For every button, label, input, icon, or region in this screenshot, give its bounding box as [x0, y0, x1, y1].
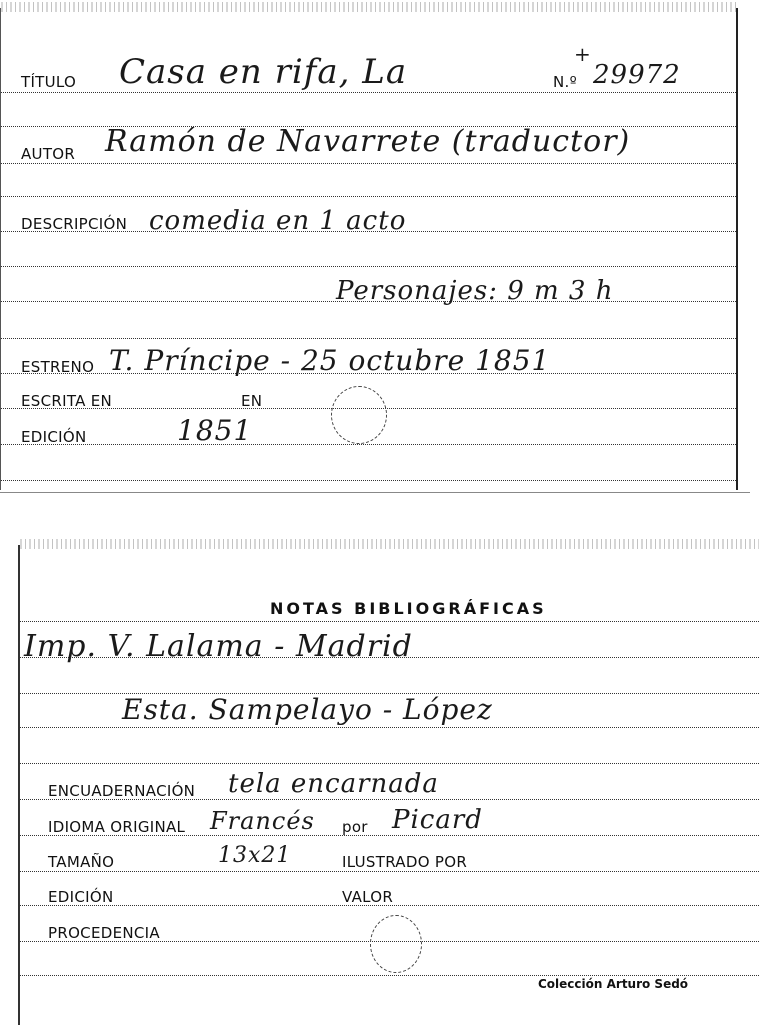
- nota-establecimiento: Esta. Sampelayo - López: [122, 693, 493, 726]
- cross-mark-icon: +: [574, 42, 592, 66]
- ilustrado-label: ILUSTRADO POR: [342, 853, 468, 871]
- card-divider: [0, 492, 750, 493]
- rule-line: [20, 871, 759, 872]
- en-label: EN: [241, 392, 263, 410]
- por-value: Picard: [392, 805, 483, 835]
- edicion-value: 1851: [177, 414, 253, 447]
- rule-line: [20, 763, 759, 764]
- estreno-value: T. Príncipe - 25 octubre 1851: [109, 344, 551, 377]
- rule-line: [1, 338, 736, 339]
- scan-noise-top: [1, 2, 736, 12]
- edicion-label: EDICIÓN: [21, 428, 87, 446]
- rule-line: [20, 727, 759, 728]
- estreno-label: ESTRENO: [21, 358, 95, 376]
- rule-line: [1, 480, 736, 481]
- encuadernacion-value: tela encarnada: [228, 769, 439, 799]
- escrita-label: ESCRITA EN: [21, 392, 113, 410]
- rule-line: [20, 975, 759, 976]
- catalog-card-front: [0, 8, 738, 490]
- rule-line: [20, 621, 759, 622]
- rule-line: [1, 92, 736, 93]
- autor-label: AUTOR: [21, 145, 76, 163]
- rule-line: [1, 196, 736, 197]
- idioma-value: Francés: [210, 807, 315, 835]
- numero-label: N.º: [553, 73, 577, 91]
- rule-line: [1, 266, 736, 267]
- por-label: por: [342, 818, 368, 836]
- rule-line: [1, 163, 736, 164]
- valor-label: VALOR: [342, 888, 394, 906]
- descripcion-label: DESCRIPCIÓN: [21, 215, 128, 233]
- numero-value: 29972: [593, 60, 681, 90]
- descripcion-value: comedia en 1 acto: [149, 206, 407, 236]
- personajes-value: Personajes: 9 m 3 h: [336, 276, 614, 306]
- edicion-label-back: EDICIÓN: [48, 888, 114, 906]
- procedencia-label: PROCEDENCIA: [48, 924, 160, 942]
- stamp-circle: [331, 386, 387, 444]
- coleccion-footer: Colección Arturo Sedó: [538, 977, 689, 991]
- tamano-value: 13x21: [218, 843, 292, 868]
- encuadernacion-label: ENCUADERNACIÓN: [48, 782, 196, 800]
- scan-noise-top: [20, 539, 759, 549]
- titulo-value: Casa en rifa, La: [119, 52, 408, 92]
- autor-value: Ramón de Navarrete (traductor): [105, 124, 631, 159]
- nota-imprenta: Imp. V. Lalama - Madrid: [24, 629, 413, 664]
- rule-line: [1, 444, 736, 445]
- stamp-circle: [370, 915, 422, 973]
- notas-heading: NOTAS BIBLIOGRÁFICAS: [270, 599, 547, 618]
- idioma-label: IDIOMA ORIGINAL: [48, 818, 186, 836]
- tamano-label: TAMAÑO: [48, 853, 115, 871]
- catalog-card-back: [18, 545, 759, 1025]
- titulo-label: TÍTULO: [21, 73, 77, 91]
